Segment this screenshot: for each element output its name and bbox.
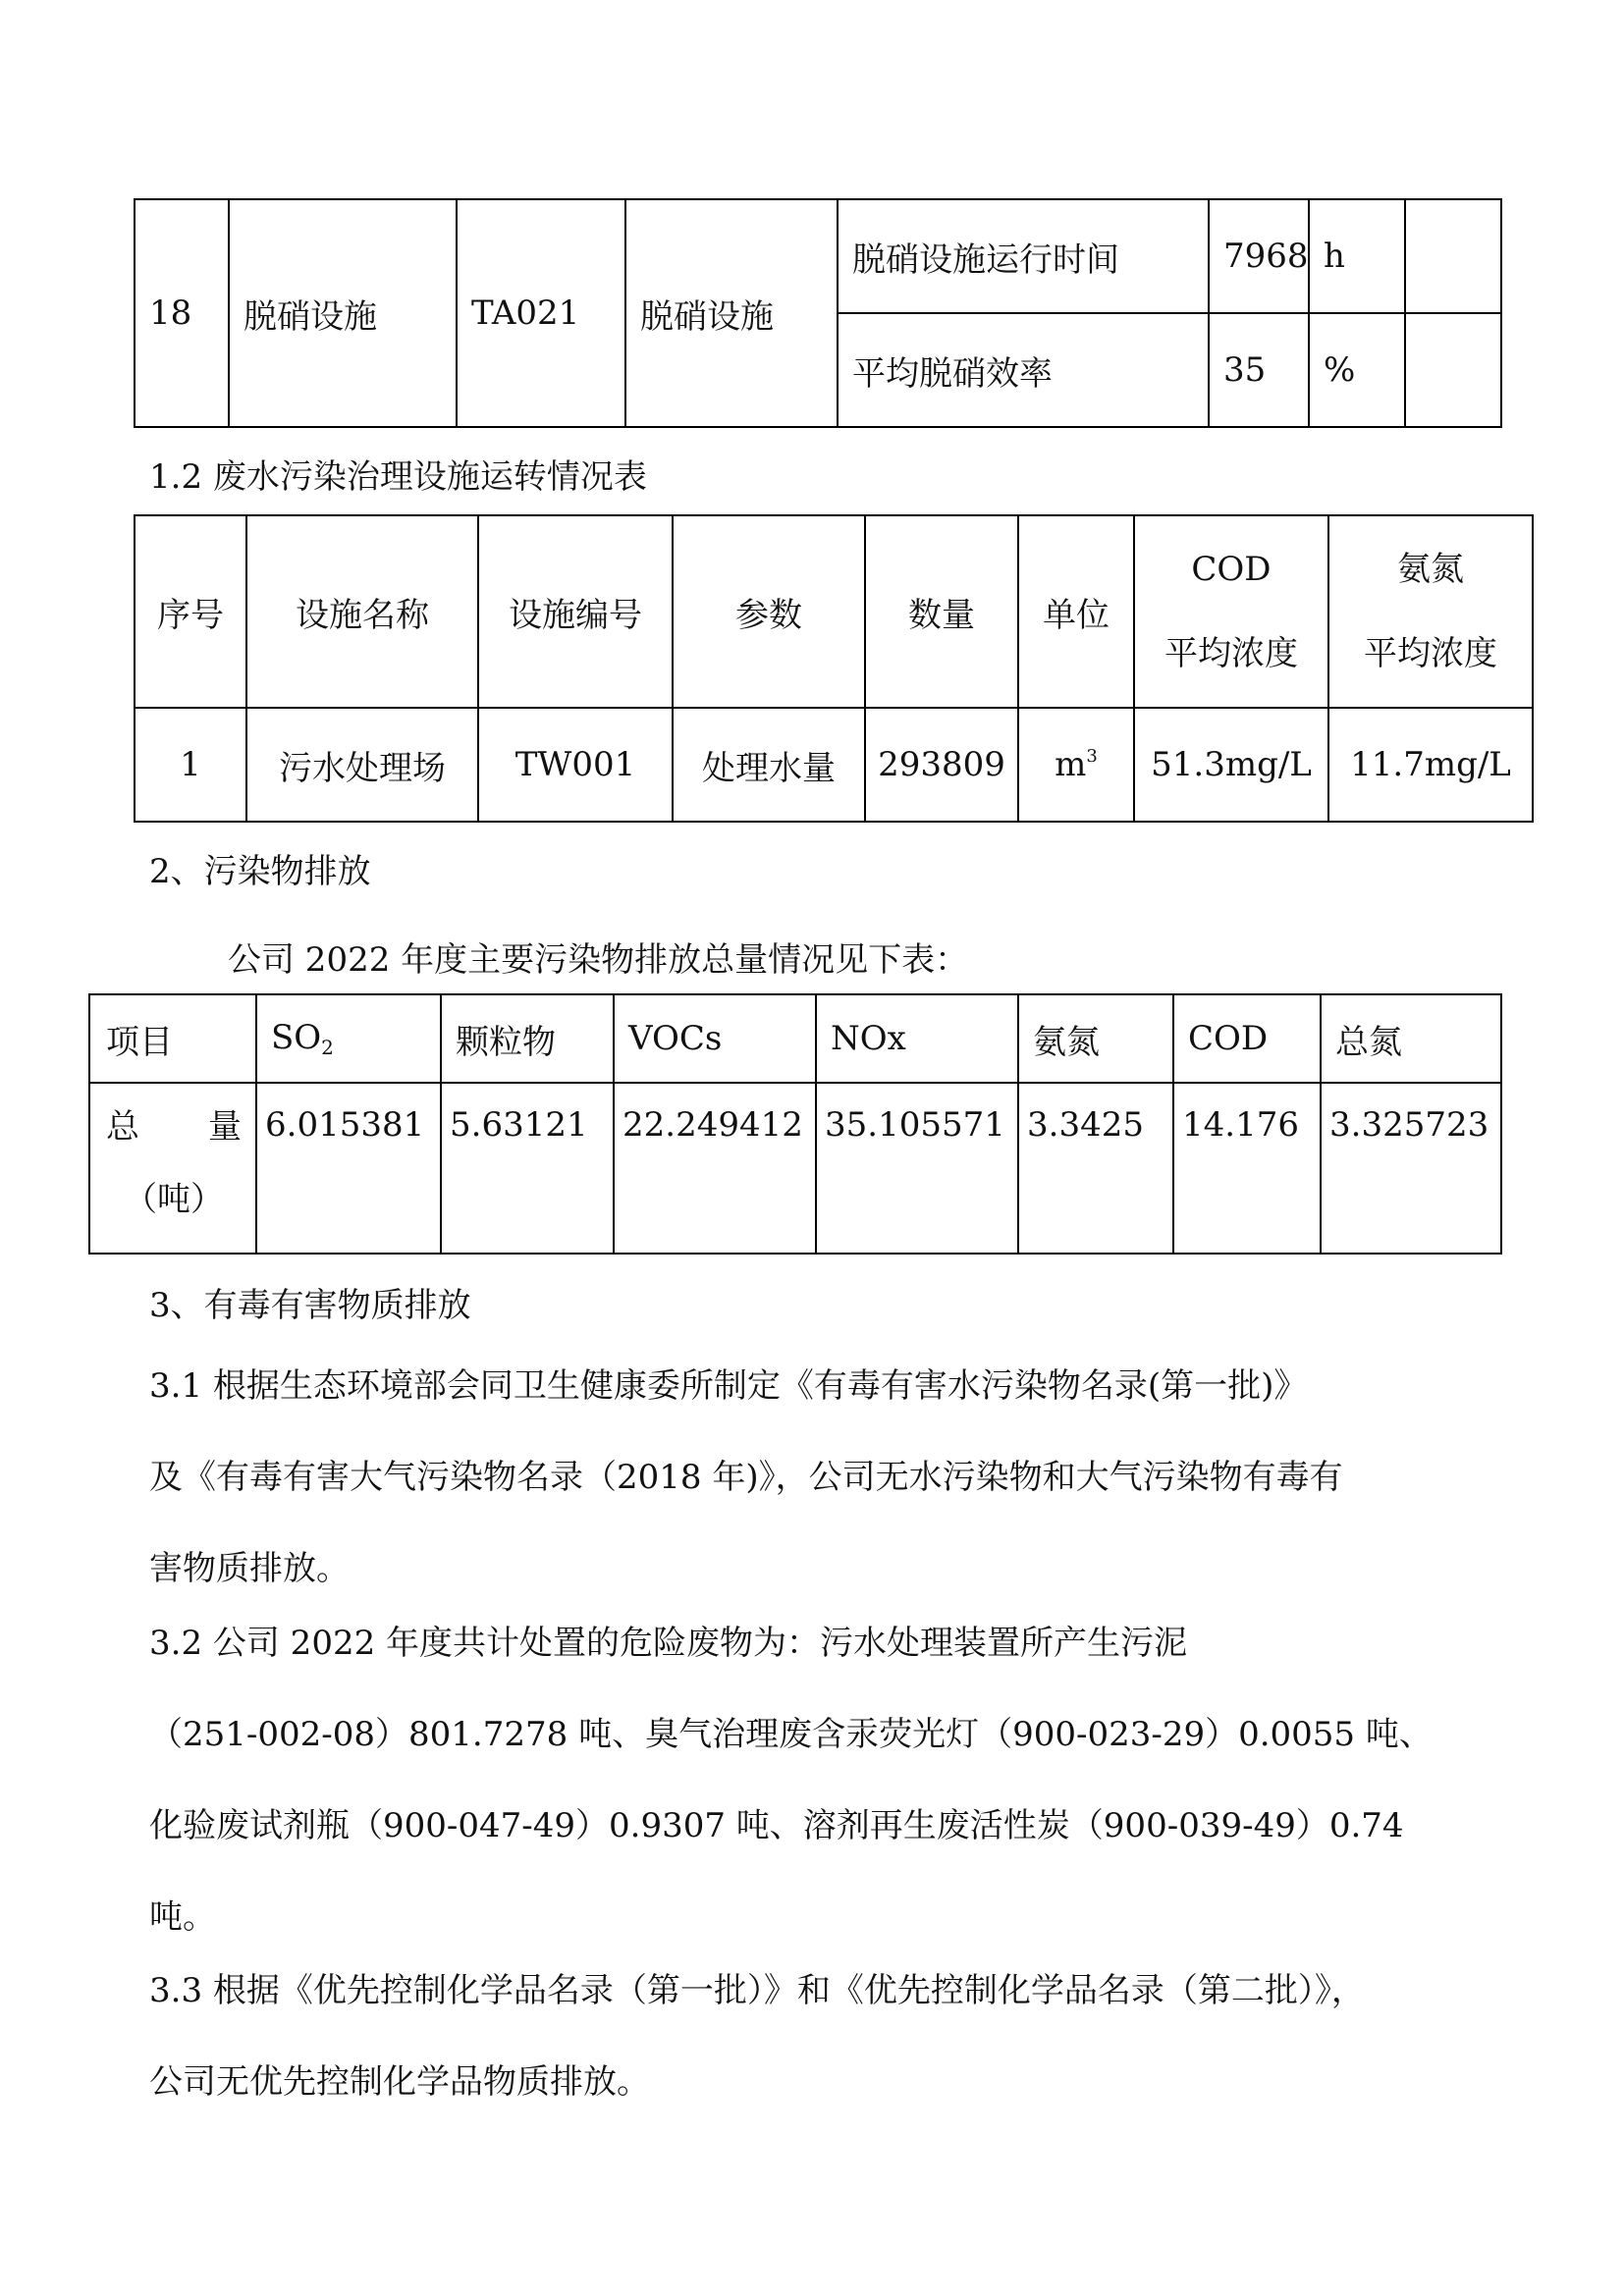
- table2-facility-name: 污水处理场: [246, 708, 478, 822]
- row-label-total: [89, 1083, 256, 1254]
- section-2-heading: 2、污染物排放: [149, 852, 371, 891]
- paragraph-3-1: [149, 1341, 1504, 1615]
- header-quantity: 数量: [865, 515, 1018, 708]
- value-particulate: 5.63121: [441, 1083, 614, 1254]
- unit-base: m: [1055, 745, 1087, 784]
- table1-value: 35: [1209, 313, 1309, 427]
- header-ammonia-nitrogen: 氨氮: [1018, 994, 1173, 1083]
- value-total-nitrogen: 3.325723: [1321, 1083, 1501, 1254]
- header-ammonia-line2: 平均浓度: [1364, 634, 1497, 673]
- paragraph-line: 3.2 公司 2022 年度共计处置的危险废物为：污水处理装置所产生污泥: [149, 1624, 1188, 1663]
- header-ammonia-line1: 氨氮: [1397, 550, 1464, 589]
- table1-unit: %: [1309, 313, 1405, 427]
- table2-cod: 51.3mg/L: [1134, 708, 1328, 822]
- value-so2: 6.015381: [256, 1083, 441, 1254]
- section-3-heading: 3、有毒有害物质排放: [149, 1286, 471, 1325]
- value-cod: 14.176: [1173, 1083, 1321, 1254]
- paragraph-line: 3.1 根据生态环境部会同卫生健康委所制定《有毒有害水污染物名录(第一批)》: [149, 1366, 1308, 1406]
- row-label-part2: 量: [208, 1107, 242, 1147]
- paragraph-line: 吨。: [149, 1897, 216, 1937]
- facility-table-continued: [134, 198, 1502, 428]
- header-cod-line2: 平均浓度: [1164, 634, 1298, 673]
- table1-param: 脱硝设施运行时间: [838, 199, 1209, 313]
- paragraph-3-3: [149, 1946, 1504, 2128]
- paragraph-line: （251-002-08）801.7278 吨、臭气治理废含汞荧光灯（900-023-29）0.0055 吨、: [149, 1715, 1433, 1754]
- emissions-total-table: [88, 993, 1502, 1255]
- header-cod: COD: [1173, 994, 1321, 1083]
- paragraph-line: 及《有毒有害大气污染物名录（2018 年)》，公司无水污染物和大气污染物有毒有: [149, 1458, 1343, 1497]
- table1-facility-type: 脱硝设施: [625, 199, 838, 427]
- header-cod: [1134, 515, 1328, 708]
- value-nox: 35.105571: [816, 1083, 1018, 1254]
- unit-superscript: 3: [1086, 746, 1098, 767]
- header-nox: NOx: [816, 994, 1018, 1083]
- header-item: 项目: [89, 994, 256, 1083]
- section-2-intro: 公司 2022 年度主要污染物排放总量情况见下表：: [228, 940, 969, 980]
- table1-value: 7968: [1209, 199, 1309, 313]
- header-unit: 单位: [1018, 515, 1134, 708]
- table1-no: 18: [135, 199, 229, 427]
- table2-no: 1: [135, 708, 246, 822]
- header-param: 参数: [673, 515, 865, 708]
- header-facility-code: 设施编号: [478, 515, 673, 708]
- table2-facility-code: TW001: [478, 708, 673, 822]
- table2-unit: [1018, 708, 1134, 822]
- row-label-part1: 总: [106, 1107, 139, 1147]
- header-vocs: VOCs: [614, 994, 816, 1083]
- header-total-nitrogen: 总氮: [1321, 994, 1501, 1083]
- header-facility-name: 设施名称: [246, 515, 478, 708]
- paragraph-line: 公司无优先控制化学品物质排放。: [149, 2062, 650, 2102]
- table1-note: [1405, 199, 1501, 313]
- wastewater-facility-table: [134, 514, 1534, 823]
- table2-param: 处理水量: [673, 708, 865, 822]
- table1-unit: h: [1309, 199, 1405, 313]
- paragraph-line: 化验废试剂瓶（900-047-49）0.9307 吨、溶剂再生废活性炭（900-039-49）0.74: [149, 1806, 1404, 1845]
- table1-facility-code: TA021: [457, 199, 625, 427]
- row-label-unit: （吨）: [124, 1180, 224, 1219]
- section-1-2-heading: 1.2 废水污染治理设施运转情况表: [149, 457, 647, 497]
- table2-quantity: 293809: [865, 708, 1018, 822]
- paragraph-3-2: [149, 1598, 1504, 1963]
- value-vocs: 22.249412: [614, 1083, 816, 1254]
- value-ammonia-nitrogen: 3.3425: [1018, 1083, 1173, 1254]
- header-ammonia: [1328, 515, 1533, 708]
- header-particulate: 颗粒物: [441, 994, 614, 1083]
- header-no: 序号: [135, 515, 246, 708]
- table1-note: [1405, 313, 1501, 427]
- so2-base: SO: [271, 1018, 322, 1057]
- so2-subscript: 2: [321, 1036, 334, 1059]
- table1-facility-name: 脱硝设施: [229, 199, 457, 427]
- table2-ammonia: 11.7mg/L: [1328, 708, 1533, 822]
- paragraph-line: 3.3 根据《优先控制化学品名录（第一批）》和《优先控制化学品名录（第二批）》，: [149, 1971, 1365, 2010]
- table1-param: 平均脱硝效率: [838, 313, 1209, 427]
- header-so2: [256, 994, 441, 1083]
- paragraph-line: 害物质排放。: [149, 1549, 350, 1588]
- header-cod-line1: COD: [1191, 550, 1272, 589]
